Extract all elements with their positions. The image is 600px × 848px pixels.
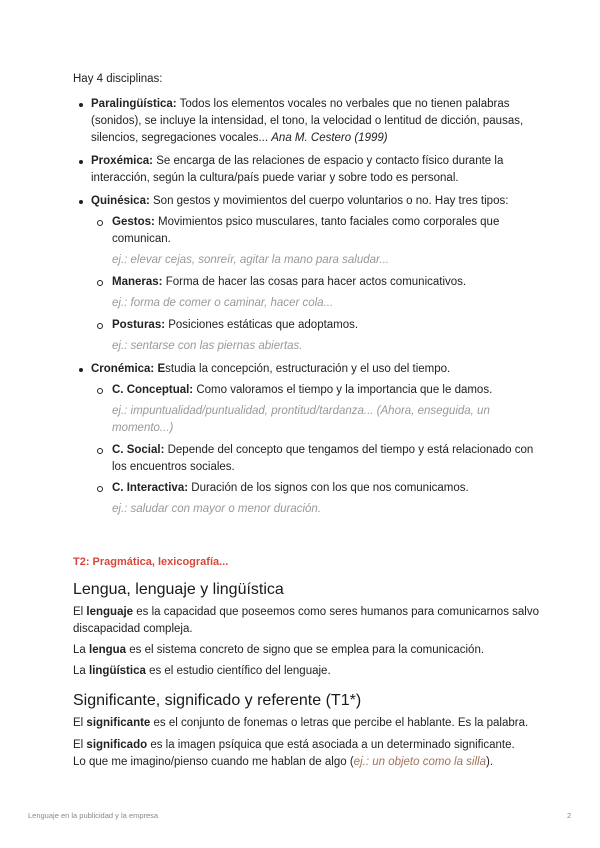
text-part: Lo que me imagino/pienso cuando me hablan de algo ( [73, 756, 354, 768]
intro-text: Hay 4 disciplinas: [73, 73, 163, 85]
paragraph-lenguaje [73, 604, 543, 638]
paragraph-linguistica [73, 663, 543, 680]
example-interactiva: ej.: saludar con mayor o menor duración. [112, 503, 322, 515]
desc-quinesica: Son gestos y movimientos del cuerpo voluntarios o no. Hay tres tipos: [149, 195, 509, 207]
desc-interactiva: Duración de los signos con los que nos comunicamos. [188, 482, 469, 494]
citation: Ana M. Cestero (1999) [271, 132, 388, 144]
text-part: es el estudio científico del lenguaje. [145, 665, 331, 677]
desc-social: Depende del concepto que tengamos del tiempo y está relacionado con los encuentros sociales. [112, 444, 534, 473]
term-conceptual: C. Conceptual: [112, 384, 194, 396]
page-number: 2 [567, 811, 572, 820]
sublist-item-conceptual [91, 382, 543, 437]
text-part: La [73, 665, 89, 677]
text-part: es la imagen psíquica que está asociada a un determinado significante. [147, 739, 515, 751]
heading-lengua: Lengua, lenguaje y lingüística [73, 581, 284, 598]
desc-gestos: Movimientos psico musculares, tanto faciales como corporales que comunican. [112, 216, 500, 245]
cronemica-sublist [91, 382, 543, 518]
desc-posturas: Posiciones estáticas que adoptamos. [165, 319, 359, 331]
list-item-paralinguistica [73, 96, 543, 147]
term-proxemica: Proxémica: [91, 155, 154, 167]
footer-title: Lenguaje en la publicidad y la empresa [28, 811, 159, 820]
text-part: ). [486, 756, 494, 768]
text-part: es el conjunto de fonemas o letras que percibe el hablante. Es la palabra. [150, 717, 529, 729]
quinesica-sublist [91, 214, 543, 355]
bold-term-linguistica: lingüística [89, 665, 146, 677]
section-label: T2: Pragmática, lexicografía... [73, 556, 229, 568]
list-item-proxemica [73, 153, 543, 187]
sublist-item-gestos [91, 214, 543, 269]
term-cronemica: Cronémica: E [91, 363, 166, 375]
example-conceptual: ej.: impuntualidad/puntualidad, prontitud/tardanza... (Ahora, enseguida, un momento...) [112, 405, 490, 434]
list-item-quinesica [73, 193, 543, 355]
term-gestos: Gestos: [112, 216, 155, 228]
example-maneras: ej.: forma de comer o caminar, hacer cola... [112, 297, 334, 309]
example-posturas: ej.: sentarse con las piernas abiertas. [112, 340, 303, 352]
term-posturas: Posturas: [112, 319, 166, 331]
term-social: C. Social: [112, 444, 165, 456]
text-part: La [73, 644, 89, 656]
paragraph-significado [73, 737, 543, 771]
text-part: es la capacidad que poseemos como seres humanos para comunicarnos salvo discapacidad compleja. [73, 606, 539, 635]
example-gestos: ej.: elevar cejas, sonreír, agitar la mano para saludar... [112, 254, 389, 266]
example-silla: ej.: un objeto como la silla [353, 756, 486, 768]
bold-term-lenguaje: lenguaje [86, 606, 134, 618]
list-item-cronemica [73, 361, 543, 518]
term-interactiva: C. Interactiva: [112, 482, 189, 494]
sublist-item-maneras [91, 274, 543, 312]
term-quinesica: Quinésica: [91, 195, 150, 207]
text-part: El [73, 717, 87, 729]
sublist-item-interactiva [91, 480, 543, 518]
term-maneras: Maneras: [112, 276, 163, 288]
text-part: El [73, 606, 87, 618]
bold-term-lengua: lengua [89, 644, 127, 656]
desc-proxemica: Se encarga de las relaciones de espacio y contacto físico durante la interacción, según la cultura/país puede variar y sobre todo es personal. [91, 155, 504, 184]
heading-signo: Significante, significado y referente (T1*) [73, 692, 362, 709]
term-paralinguistica: Paralingüística: [91, 98, 177, 110]
desc-cronemica: studia la concepción, estructuración y el uso del tiempo. [165, 363, 451, 375]
desc-paralinguistica: Todos los elementos vocales no verbales que no tienen palabras (sonidos), se incluye la intensidad, el tono, la velocidad o lentitud de dicción, pausas, silencios, segregaciones vocales... [91, 98, 524, 144]
bold-term-significado: significado [86, 739, 148, 751]
sublist-item-social [91, 442, 543, 476]
desc-maneras: Forma de hacer las cosas para hacer actos comunicativos. [162, 276, 467, 288]
bold-term-significante: significante [86, 717, 151, 729]
paragraph-lengua [73, 642, 543, 659]
text-part: El [73, 739, 87, 751]
sublist-item-posturas [91, 317, 543, 355]
desc-conceptual: Como valoramos el tiempo y la importancia que le damos. [193, 384, 493, 396]
disciplinas-list [73, 96, 543, 524]
text-part: es el sistema concreto de signo que se emplea para la comunicación. [126, 644, 485, 656]
paragraph-significante [73, 715, 543, 732]
